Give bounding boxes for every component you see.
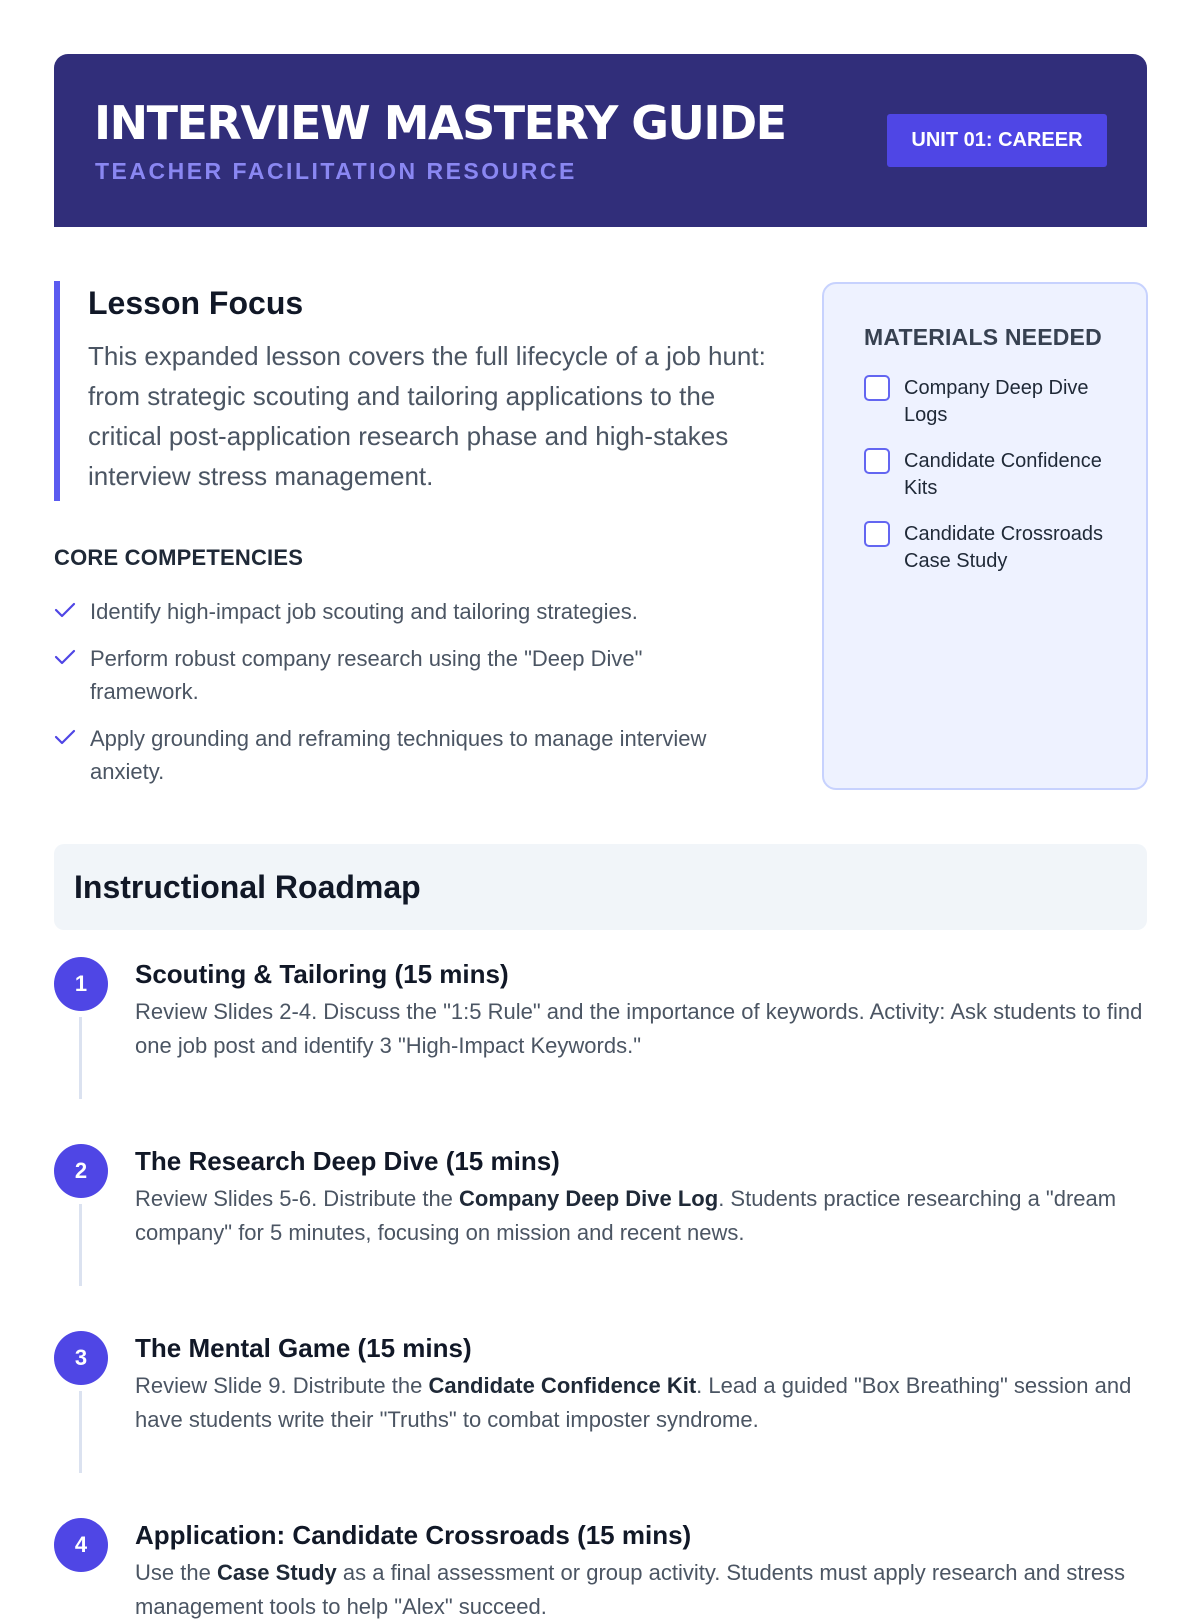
roadmap-header (54, 844, 1147, 930)
step-text: as a final assessment or group activity. Students must apply research and stress management tools to help "Alex" succeed. (135, 1560, 1126, 1619)
lesson-focus (54, 281, 774, 501)
step-text: Review Slides 2-4. Discuss the "1:5 Rule" and the importance of keywords. Activity: Ask students to find one job post and identify 3 "High-Impact Keywords." (135, 999, 1143, 1058)
roadmap-step (54, 1144, 1147, 1294)
step-text-bold: Company Deep Dive Log (459, 1186, 719, 1211)
page-title: INTERVIEW MASTERY GUIDE (94, 96, 786, 150)
material-checkbox[interactable] (864, 375, 890, 401)
list-item (54, 722, 754, 788)
step-connector (79, 1017, 82, 1099)
step-connector (79, 1391, 82, 1473)
step-text-bold: Case Study (216, 1560, 337, 1585)
step-text: Use the (135, 1560, 217, 1585)
materials-panel (822, 282, 1148, 790)
step-connector (79, 1204, 82, 1286)
step-title: Scouting & Tailoring (15 mins) (135, 959, 509, 989)
unit-badge: UNIT 01: CAREER (887, 114, 1107, 167)
step-number: 4 (54, 1518, 108, 1572)
step-number: 2 (54, 1144, 108, 1198)
roadmap-step (54, 1518, 1147, 1619)
step-text: . Lead a guided "Box Breathing" session and have students write their "Truths" to combat imposter syndrome. (135, 1373, 1132, 1432)
check-icon (54, 722, 90, 788)
list-item (54, 642, 754, 708)
lesson-focus-body: This expanded lesson covers the full lifecycle of a job hunt: from strategic scouting and tailoring applications to the critical post-application research phase and high-stakes interview stress management. (88, 341, 766, 491)
step-text: Review Slides 5-6. Distribute the (135, 1186, 460, 1211)
material-label: Company Deep Dive Logs (904, 377, 1089, 426)
step-text: Review Slide 9. Distribute the (135, 1373, 429, 1398)
competency-list (54, 595, 754, 802)
check-icon (54, 642, 90, 708)
material-label: Candidate Confidence Kits (904, 450, 1102, 499)
page-subtitle: TEACHER FACILITATION RESOURCE (95, 158, 577, 184)
step-title: Application: Candidate Crossroads (15 mins) (135, 1520, 692, 1550)
step-description (135, 1369, 1145, 1437)
material-checkbox[interactable] (864, 448, 890, 474)
step-description (135, 995, 1145, 1063)
step-title: The Research Deep Dive (15 mins) (135, 1146, 560, 1176)
check-icon (54, 595, 90, 628)
step-text-bold: Candidate Confidence Kit (428, 1373, 697, 1398)
material-checkbox[interactable] (864, 521, 890, 547)
step-title: The Mental Game (15 mins) (135, 1333, 472, 1363)
materials-title: MATERIALS NEEDED (864, 324, 1102, 350)
step-text: . Students practice researching a "dream company" for 5 minutes, focusing on mission and recent news. (135, 1186, 1117, 1245)
header-banner (54, 54, 1147, 227)
material-label: Candidate Crossroads Case Study (904, 523, 1103, 572)
core-competencies-title: CORE COMPETENCIES (54, 545, 304, 570)
list-item (54, 595, 754, 628)
competency-text: Apply grounding and reframing techniques to manage interview anxiety. (90, 726, 707, 784)
step-description (135, 1556, 1145, 1624)
materials-list (864, 375, 1146, 575)
step-number: 3 (54, 1331, 108, 1385)
roadmap-title: Instructional Roadmap (74, 868, 421, 905)
lesson-focus-title: Lesson Focus (88, 285, 304, 321)
roadmap-step (54, 1331, 1147, 1481)
material-item (864, 521, 1146, 575)
step-number: 1 (54, 957, 108, 1011)
roadmap-step (54, 957, 1147, 1107)
competency-text: Perform robust company research using the "Deep Dive" framework. (90, 646, 643, 704)
material-item (864, 448, 1146, 502)
step-description (135, 1182, 1145, 1250)
material-item (864, 375, 1146, 429)
competency-text: Identify high-impact job scouting and tailoring strategies. (90, 599, 638, 624)
